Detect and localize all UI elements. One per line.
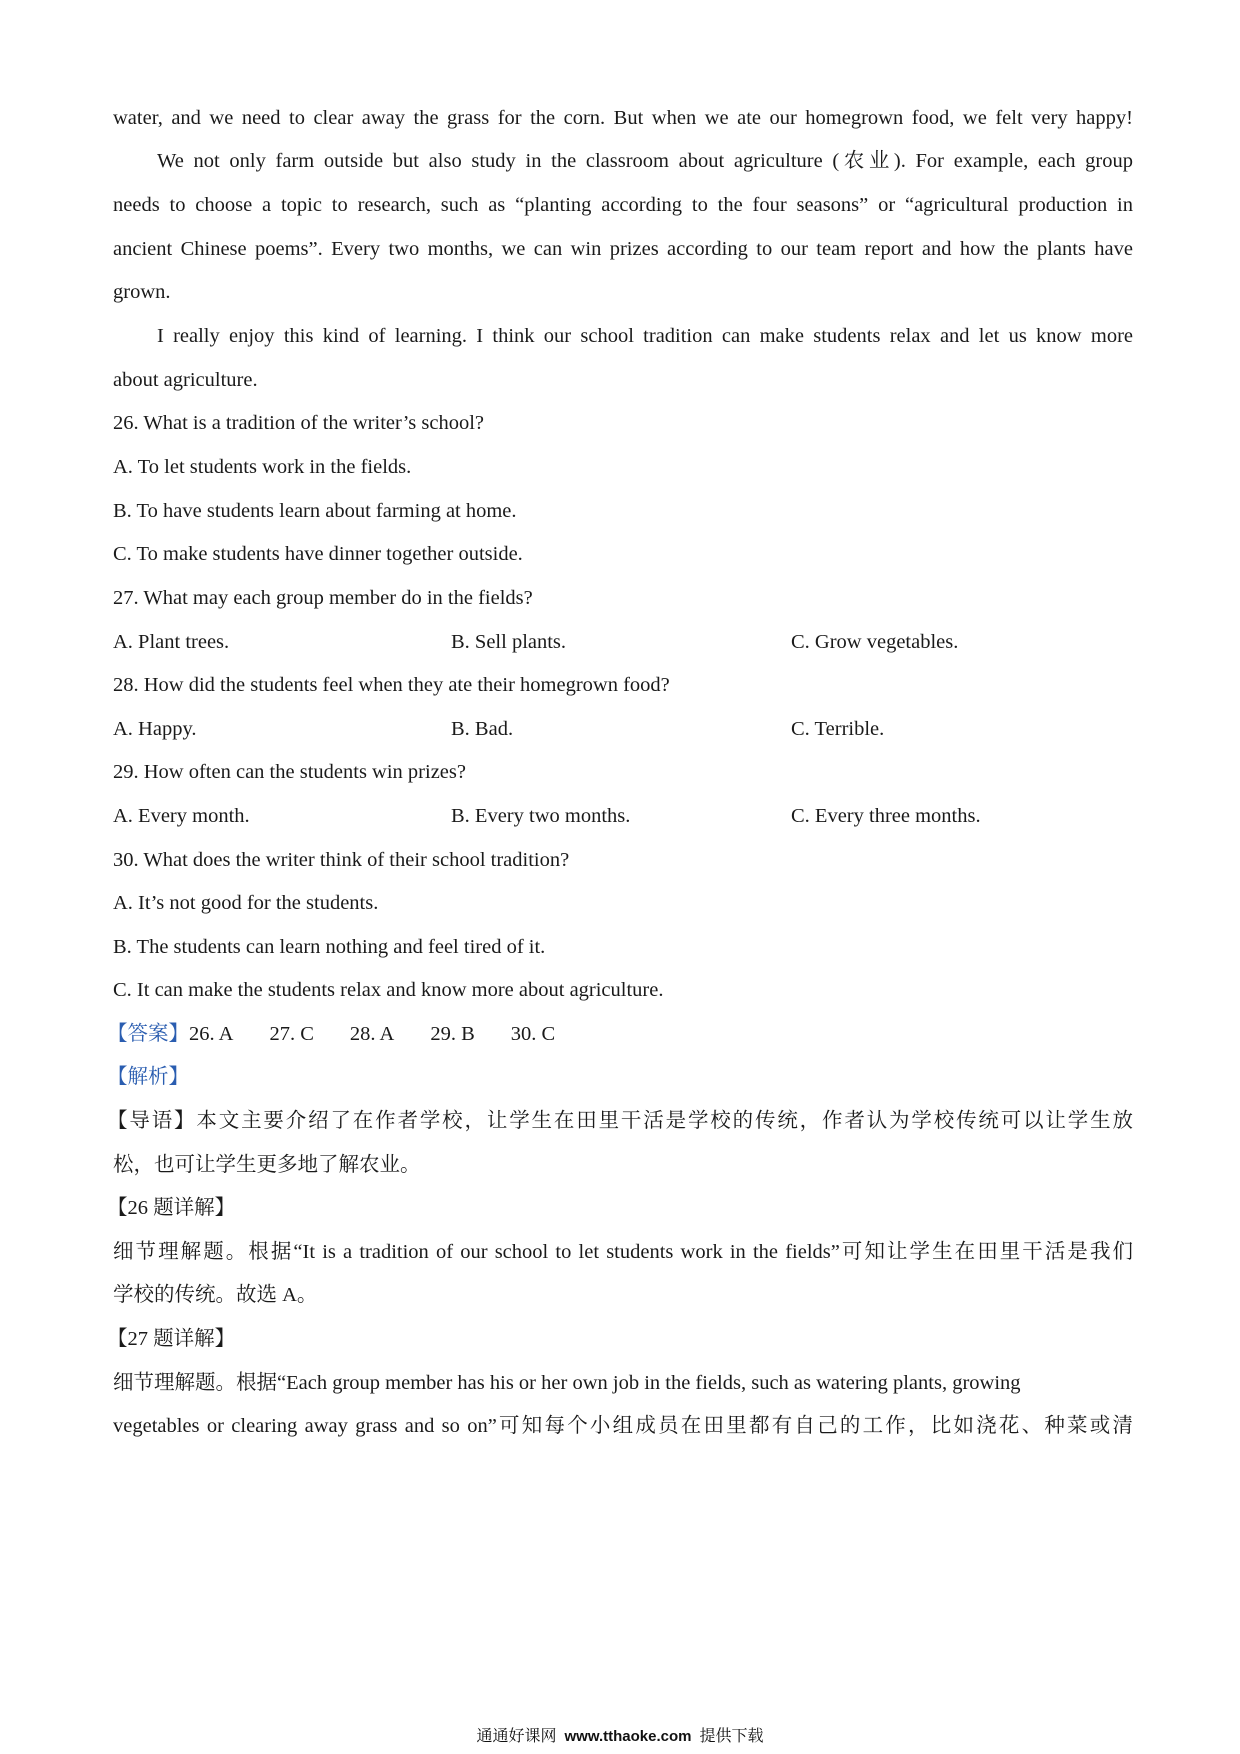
question-option: A. Plant trees.	[113, 631, 230, 653]
passage-line: ancient Chinese poems”. Every two months, we can win prizes according to our team report and how the plants have	[113, 238, 1133, 260]
question-option: B. Every two months.	[451, 805, 631, 827]
analysis-heading: 【26 题详解】	[107, 1197, 236, 1219]
passage-line: about agriculture.	[113, 369, 258, 391]
analysis-line: 松，也可让学生更多地了解农业。	[113, 1154, 421, 1176]
analysis-line: vegetables or clearing away grass and so on”可知每个小组成员在田里都有自己的工作，比如浇花、种菜或清	[113, 1415, 1133, 1437]
question-stem: 30. What does the writer think of their school tradition?	[113, 849, 570, 871]
question-option: C. To make students have dinner together outside.	[113, 543, 523, 565]
passage-line: grown.	[113, 281, 171, 303]
question-option: A. Every month.	[113, 805, 250, 827]
question-option: B. To have students learn about farming at home.	[113, 500, 517, 522]
footer-suffix: 提供下载	[699, 1728, 764, 1745]
question-option: A. To let students work in the fields.	[113, 456, 412, 478]
analysis-line: 细节理解题。根据“Each group member has his or her own job in the fields, such as watering plants, growing	[113, 1372, 1021, 1394]
analysis-line: 学校的传统。故选 A。	[113, 1284, 318, 1306]
question-option: B. Bad.	[451, 718, 514, 740]
question-option: C. Every three months.	[791, 805, 981, 827]
passage-line: needs to choose a topic to research, such as “planting according to the four seasons” or “agricultural production in	[113, 194, 1133, 216]
answer-label: 【答案】	[107, 1023, 189, 1045]
question-option: B. Sell plants.	[451, 631, 567, 653]
question-stem: 27. What may each group member do in the fields?	[113, 587, 533, 609]
footer-url[interactable]: www.tthaoke.com	[564, 1728, 692, 1745]
answer-row	[107, 1020, 555, 1048]
question-option: A. It’s not good for the students.	[113, 892, 379, 914]
page-footer	[0, 1726, 1240, 1748]
question-option: B. The students can learn nothing and feel tired of it.	[113, 936, 546, 958]
answer-item: 26. A	[189, 1023, 234, 1045]
question-stem: 29. How often can the students win prizes?	[113, 761, 466, 783]
analysis-line: 【导语】本文主要介绍了在作者学校，让学生在田里干活是学校的传统，作者认为学校传统可以让学生放	[107, 1110, 1133, 1132]
footer-site-name: 通通好课网	[476, 1728, 557, 1745]
question-stem: 28. How did the students feel when they ate their homegrown food?	[113, 674, 670, 696]
answer-item: 30. C	[510, 1023, 556, 1045]
question-option: C. Terrible.	[791, 718, 885, 740]
passage-line: I really enjoy this kind of learning. I think our school tradition can make students relax and let us know more	[157, 325, 1133, 347]
question-option: C. Grow vegetables.	[791, 631, 959, 653]
answer-item: 29. B	[430, 1023, 475, 1045]
question-option: A. Happy.	[113, 718, 197, 740]
passage-line: water, and we need to clear away the grass for the corn. But when we ate our homegrown food, we felt very happy!	[113, 107, 1133, 129]
analysis-heading: 【27 题详解】	[107, 1328, 236, 1350]
answer-item: 27. C	[269, 1023, 314, 1045]
answer-item: 28. A	[349, 1023, 395, 1045]
analysis-label: 【解析】	[107, 1066, 189, 1088]
passage-line: We not only farm outside but also study in the classroom about agriculture (农业). For example, each group	[157, 150, 1133, 172]
analysis-line: 细节理解题。根据“It is a tradition of our school to let students work in the fields”可知让学生在田里干活是我们	[113, 1241, 1133, 1263]
question-option: C. It can make the students relax and know more about agriculture.	[113, 979, 664, 1001]
question-stem: 26. What is a tradition of the writer’s school?	[113, 412, 485, 434]
